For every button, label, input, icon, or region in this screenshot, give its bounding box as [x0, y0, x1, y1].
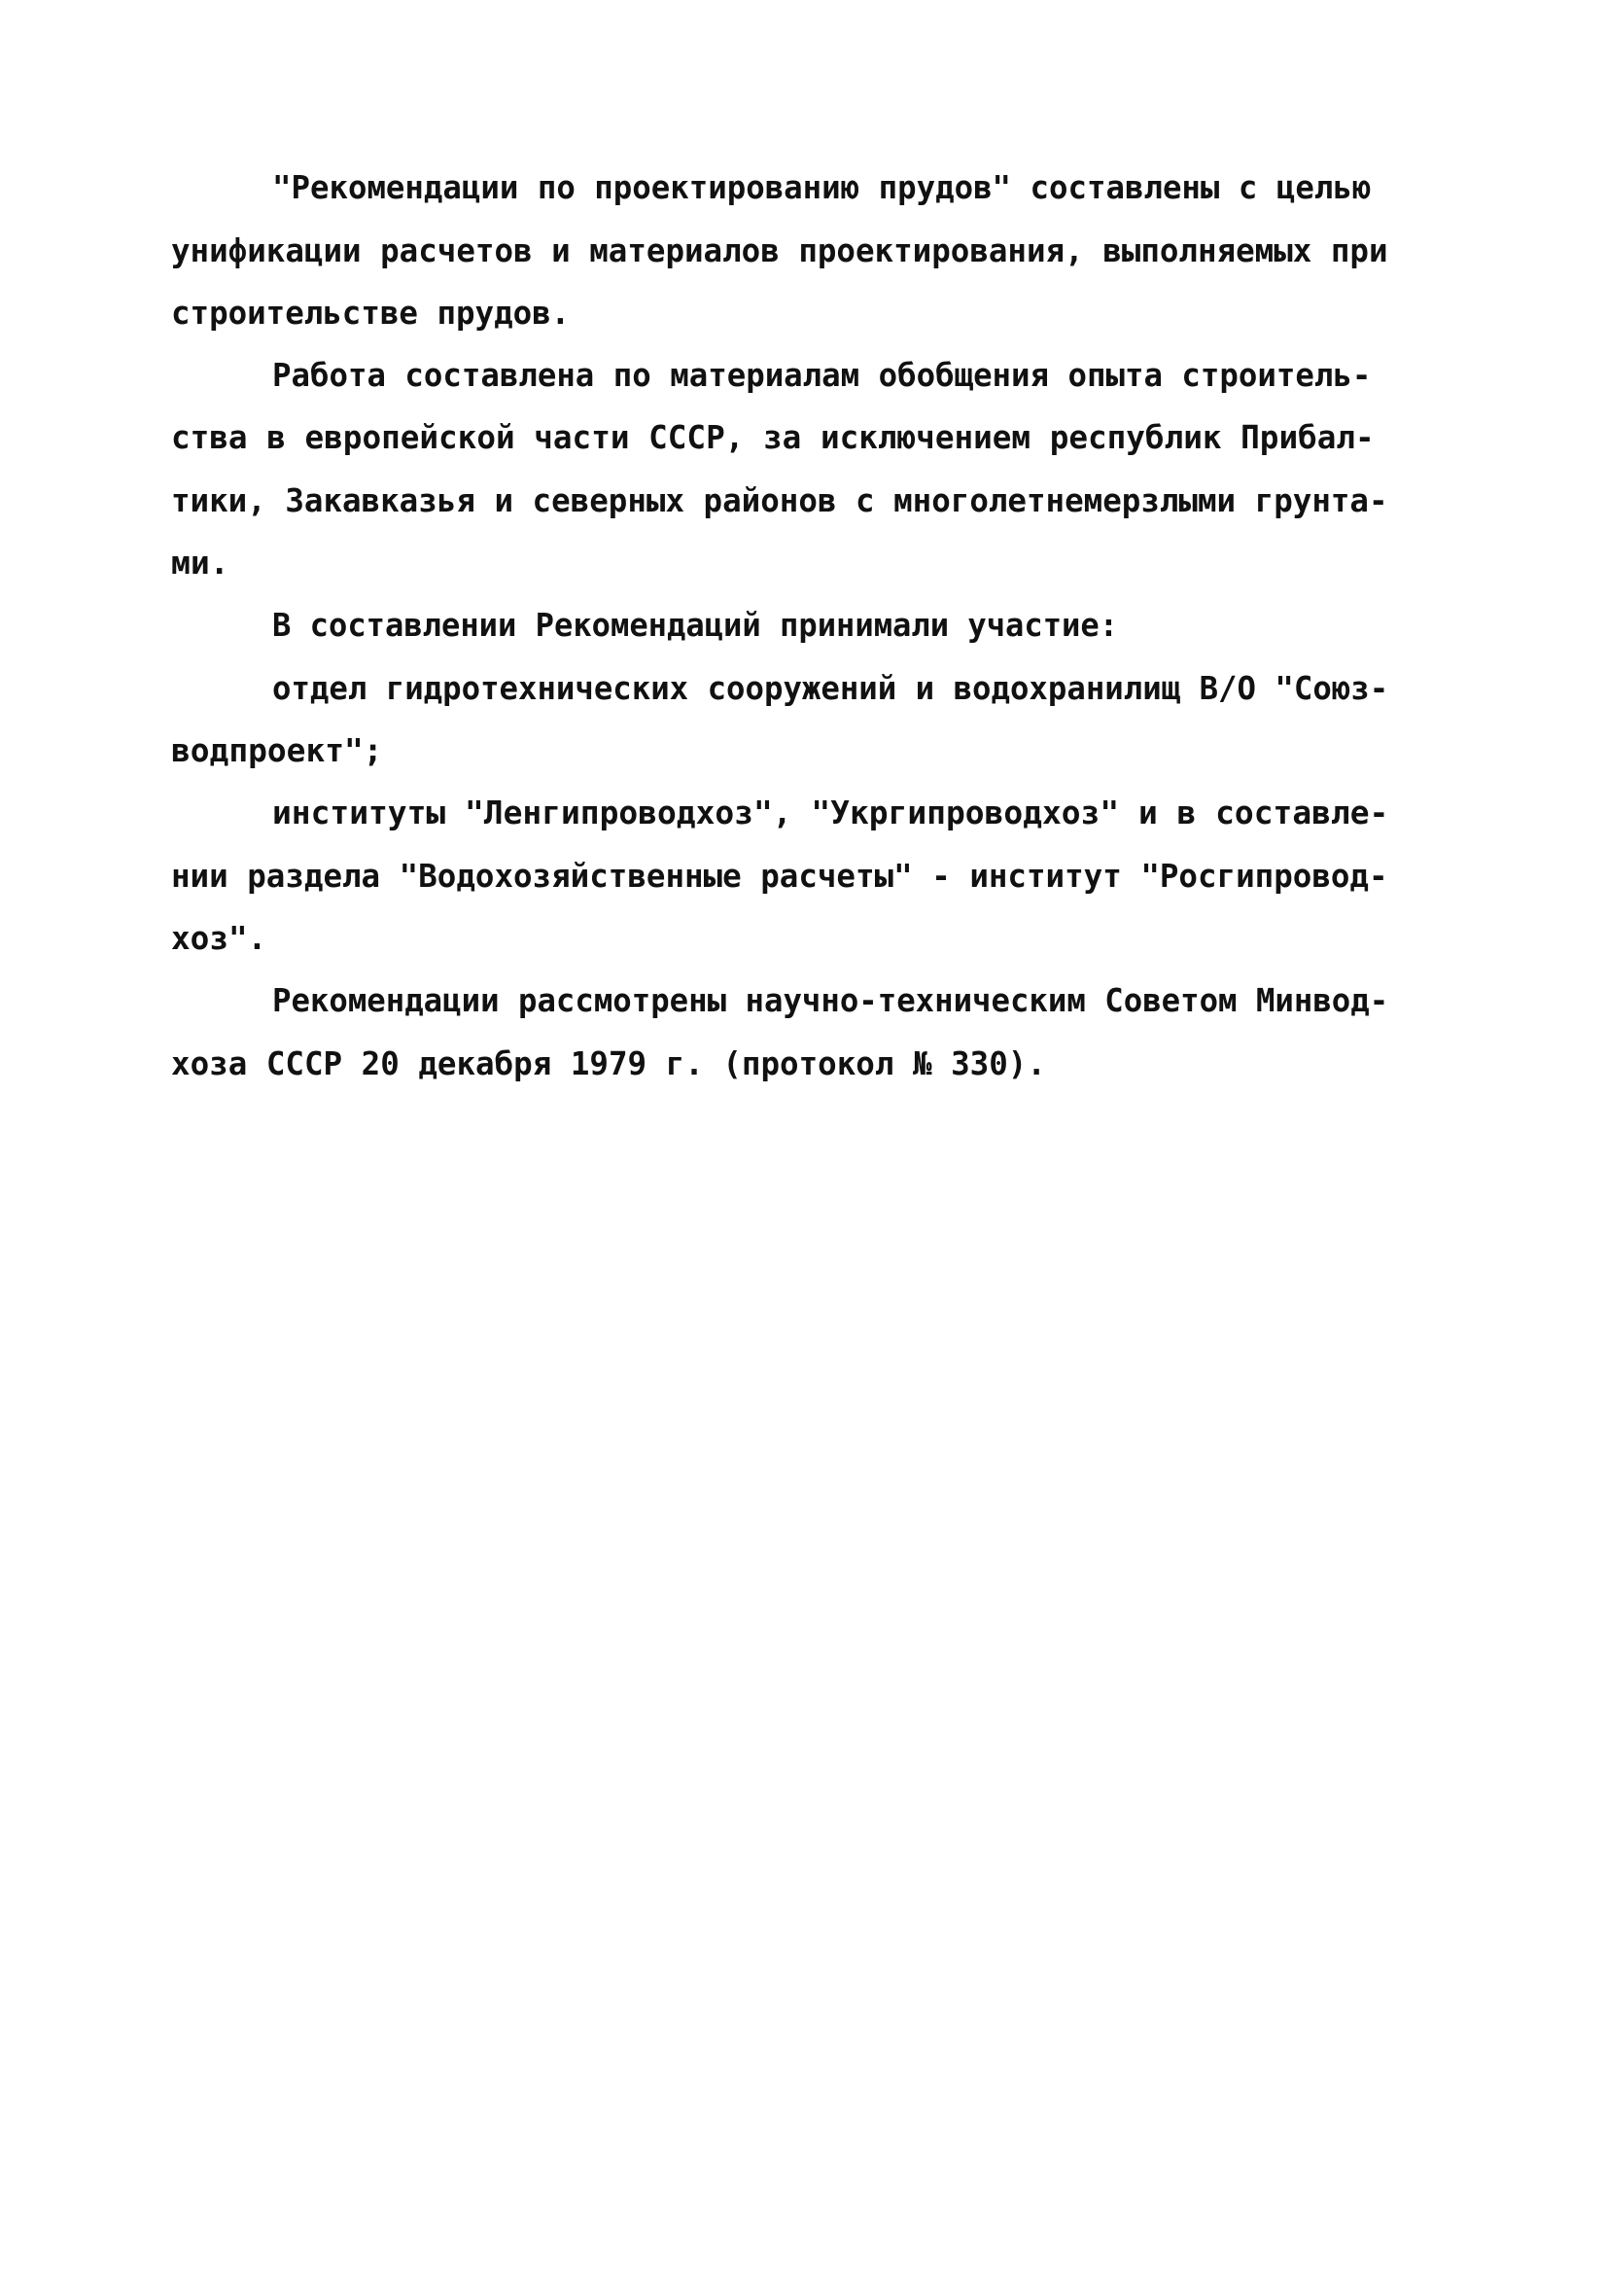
paragraph-5-line-2: нии раздела "Водохозяйственные расчеты" - институт "Росгипровод- — [171, 857, 1388, 895]
paragraph-2-line-3: тики, Закавказья и северных районов с многолетнемерзлыми грунта- — [171, 481, 1388, 519]
paragraph-5-line-3: хоз". — [171, 919, 267, 957]
paragraph-1-line-2: унификации расчетов и материалов проектирования, выполняемых при — [171, 231, 1388, 269]
paragraph-4-line-1: отдел гидротехнических сооружений и водохранилищ В/О "Союз- — [272, 669, 1389, 707]
paragraph-1-line-3: строительстве прудов. — [171, 294, 571, 332]
paragraph-2-line-2: ства в европейской части СССР, за исключением республик Прибал- — [171, 418, 1375, 456]
paragraph-1-line-1: "Рекомендации по проектированию прудов" составлены с целью — [272, 168, 1372, 206]
paragraph-2-line-4: ми. — [171, 544, 229, 582]
paragraph-4-line-2: водпроект"; — [171, 731, 383, 769]
paragraph-3-line-1: В составлении Рекомендаций принимали участие: — [272, 606, 1119, 644]
paragraph-5-line-1: институты "Ленгипроводхоз", "Укргипроводхоз" и в составле- — [272, 794, 1389, 831]
paragraph-6-line-1: Рекомендации рассмотрены научно-техническим Советом Минвод- — [272, 981, 1389, 1019]
paragraph-2-line-1: Работа составлена по материалам обобщения опыта строитель- — [272, 356, 1372, 394]
paragraph-6-line-2: хоза СССР 20 декабря 1979 г. (протокол № 330). — [171, 1044, 1046, 1082]
